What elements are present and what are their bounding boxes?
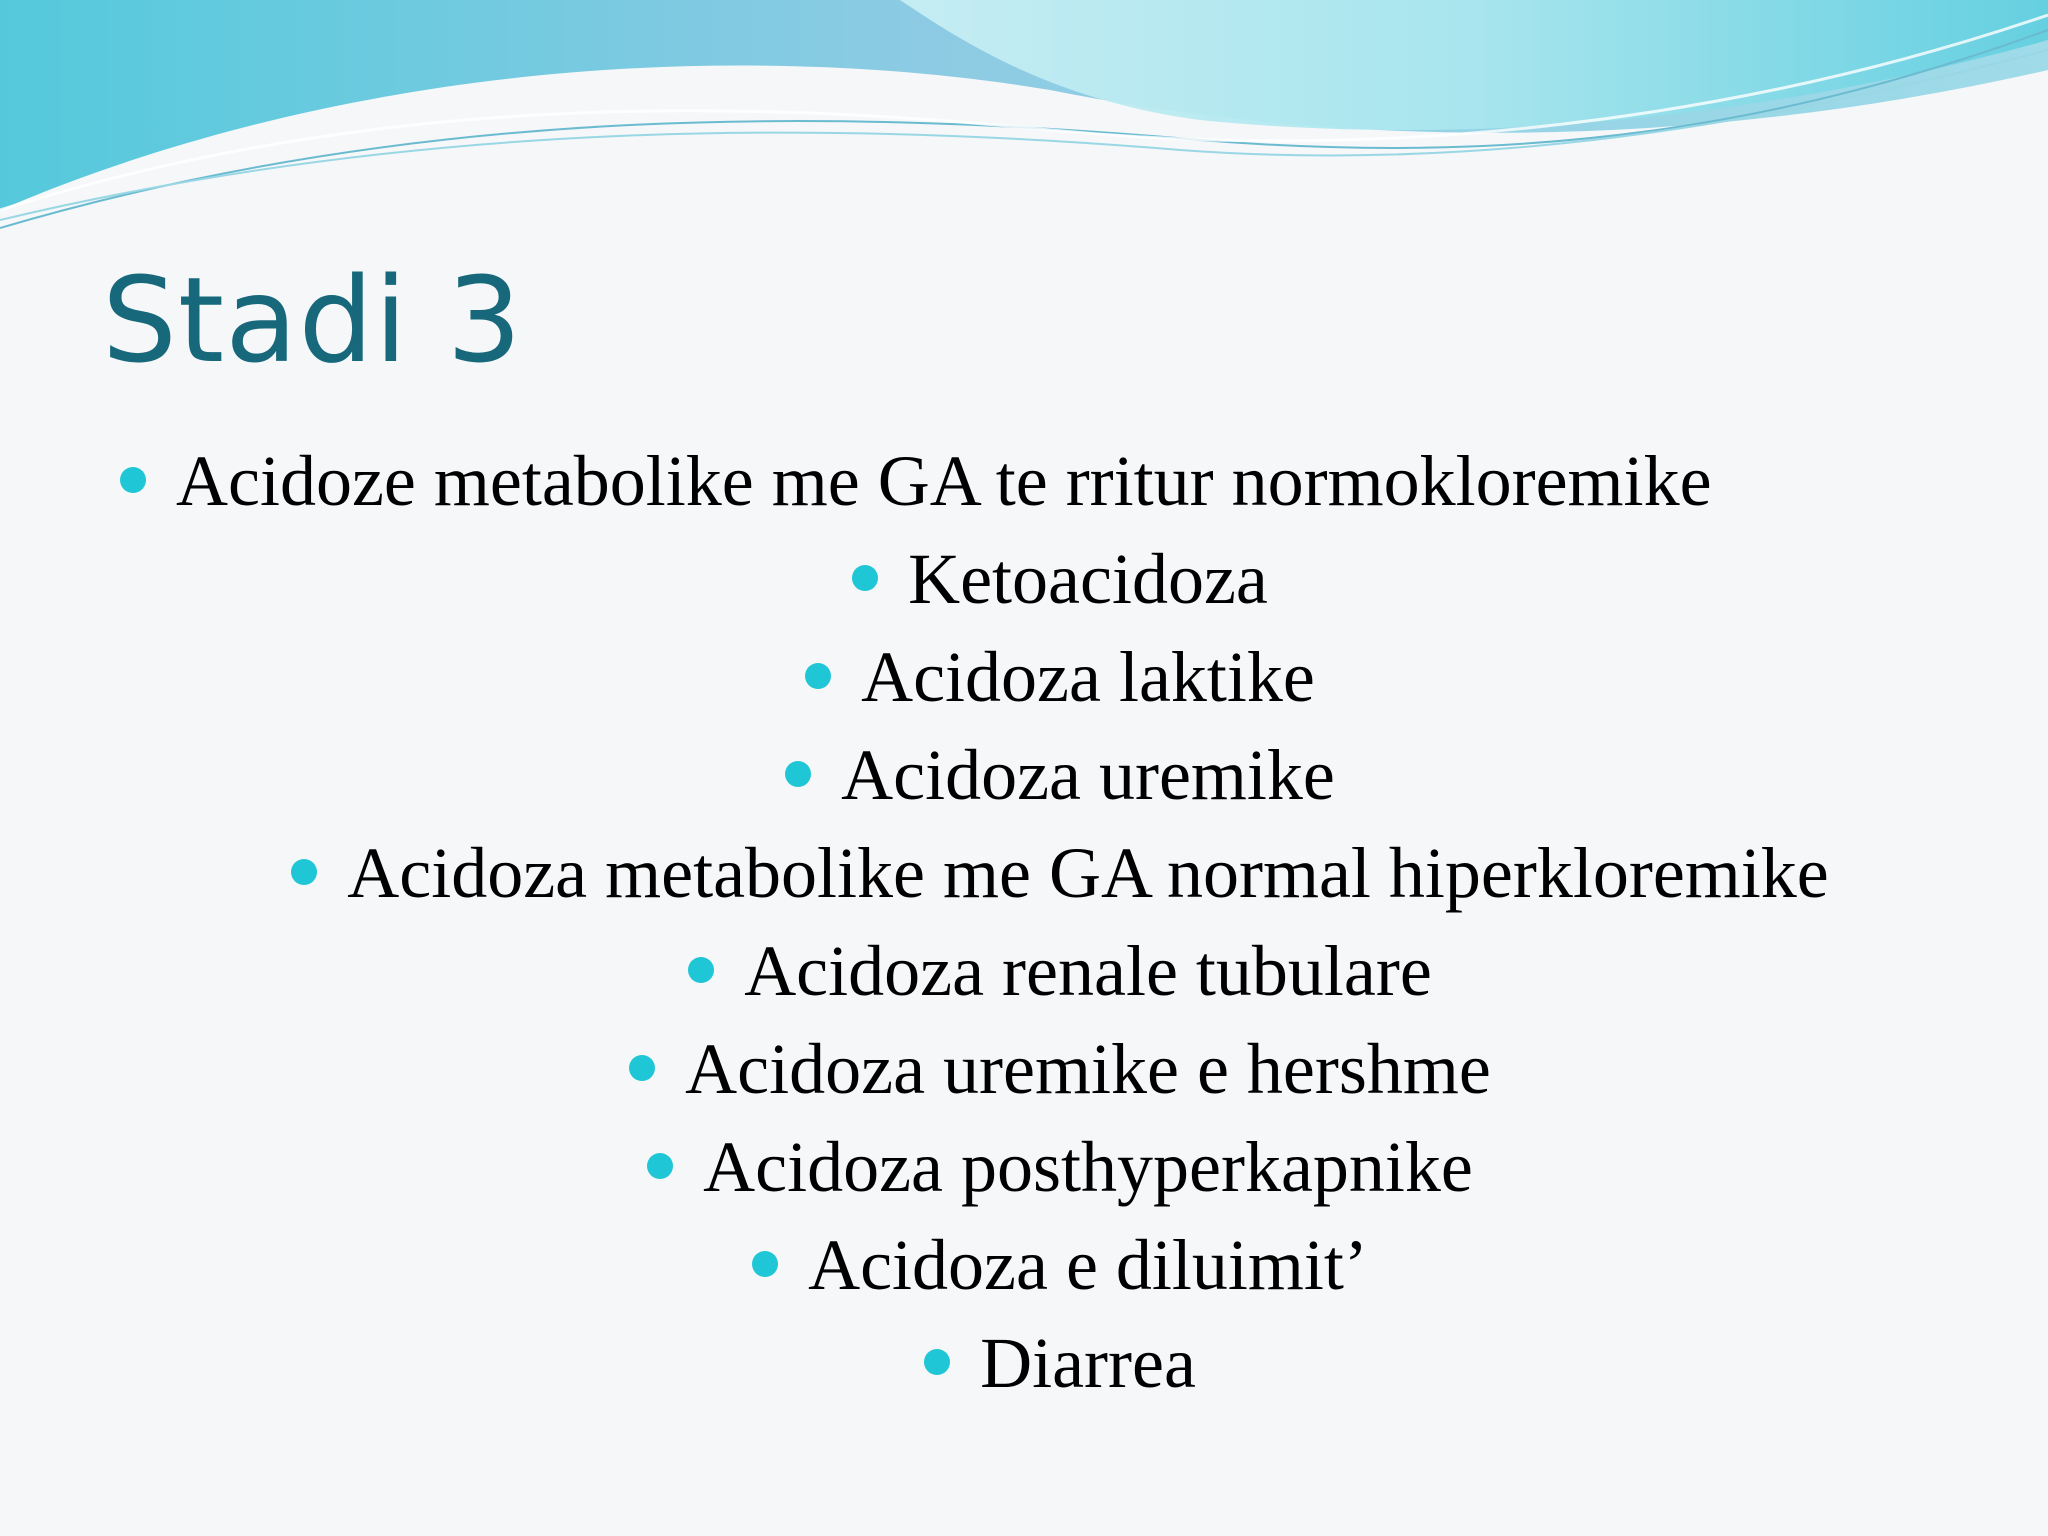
list-item (120, 1314, 2000, 1412)
bullet-icon (120, 467, 146, 493)
bullet-icon (805, 663, 831, 689)
bullet-icon (785, 761, 811, 787)
bullet-icon (629, 1055, 655, 1081)
list-item-text: Acidoza laktike (861, 637, 1315, 717)
list-item (120, 726, 2000, 824)
bullet-icon (688, 957, 714, 983)
bullet-list (120, 432, 2000, 1412)
list-item-text: Diarrea (980, 1323, 1196, 1403)
list-item (120, 1020, 2000, 1118)
list-item (120, 824, 2000, 922)
list-item-text: Acidoza e diluimit’ (808, 1225, 1368, 1305)
list-item (120, 432, 2000, 530)
bullet-icon (752, 1251, 778, 1277)
bullet-icon (852, 565, 878, 591)
list-item (120, 530, 2000, 628)
slide-title: Stadi 3 (102, 251, 523, 389)
list-item-text: Ketoacidoza (908, 539, 1268, 619)
bullet-icon (291, 859, 317, 885)
list-item-text: Acidoza uremike e hershme (685, 1029, 1491, 1109)
bullet-icon (647, 1153, 673, 1179)
list-item-text: Acidoze metabolike me GA te rritur normokloremike (176, 441, 1712, 521)
header-wave-decoration (0, 0, 2048, 240)
list-item (120, 1118, 2000, 1216)
list-item-text: Acidoza uremike (841, 735, 1335, 815)
list-item-text: Acidoza posthyperkapnike (703, 1127, 1473, 1207)
bullet-icon (924, 1349, 950, 1375)
list-item (120, 628, 2000, 726)
list-item-text: Acidoza metabolike me GA normal hiperkloremike (347, 833, 1829, 913)
list-item (120, 922, 2000, 1020)
list-item-text: Acidoza renale tubulare (744, 931, 1432, 1011)
list-item (120, 1216, 2000, 1314)
